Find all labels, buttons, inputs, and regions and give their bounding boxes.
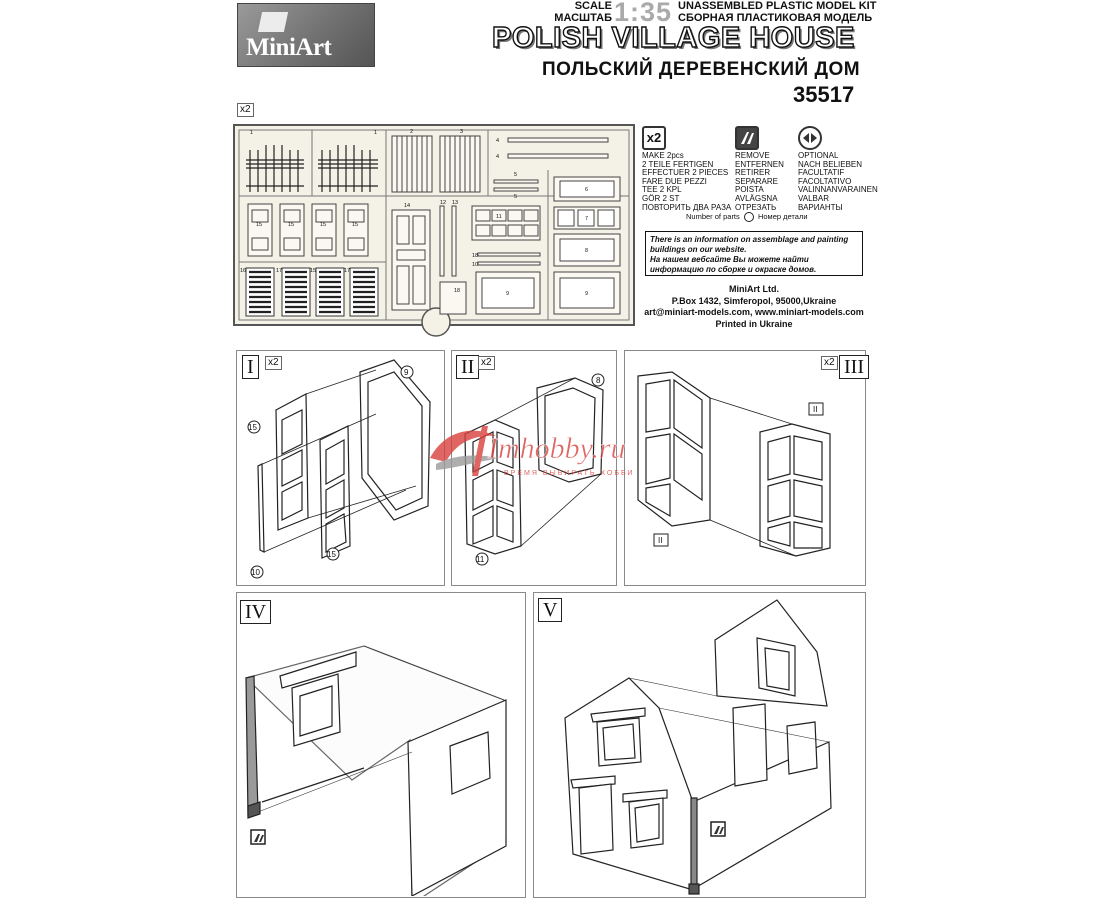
step-multiplier-2: x2 (478, 356, 495, 370)
scale-value: 1:35 (614, 0, 673, 27)
watermark-site: Imhobby.ru (488, 432, 626, 465)
website-info-box (645, 231, 863, 276)
part-number: 11 (496, 214, 502, 220)
callout: 15 (327, 550, 336, 559)
step-multiplier-3: x2 (821, 356, 838, 370)
part-number: 12 (440, 200, 447, 206)
callout: 9 (404, 368, 409, 377)
step-5-drawing (533, 592, 864, 896)
part-number: 10 (472, 262, 479, 268)
company-address: P.Box 1432, Simferopol, 95000,Ukraine (671, 296, 837, 306)
part-number: 17 (344, 268, 351, 274)
number-of-parts-label-ru: Номер детали (757, 212, 808, 221)
front-door (579, 784, 613, 854)
side-door (733, 704, 767, 786)
number-of-parts (686, 212, 808, 222)
step-numeral-1: I (242, 355, 259, 379)
step-numeral-3: III (839, 355, 869, 379)
small-parts-18 (440, 282, 466, 314)
window-grid-part (472, 206, 540, 240)
make-two-text: MAKE 2pcs 2 TEILE FERTIGEN EFFECTUER 2 PIECES FARE DUE PEZZI TEE 2 KPL GÖR 2 ST ПОВТОРИТЬ ДВА РАЗА (642, 151, 732, 212)
watermark-tagline: ВРЕМЯ ВЫБИРАТЬ ХОББИ (504, 470, 635, 477)
part-number: 9 (585, 291, 589, 297)
optional-icon (798, 126, 822, 150)
step-1-drawing (236, 350, 443, 584)
callout: II (658, 536, 663, 545)
cutter-glyph (737, 128, 757, 148)
step-4-drawing (236, 592, 524, 896)
kit-title: POLISH VILLAGE HOUSE (492, 22, 855, 54)
company-name: MiniArt Ltd. (729, 284, 779, 294)
part-number: 15 (352, 222, 359, 228)
part-number: 2 (410, 129, 414, 135)
part-number: 14 (404, 203, 411, 209)
cutter-icon (735, 126, 759, 150)
kit-title-ru: ПОЛЬСКИЙ ДЕРЕВЕНСКИЙ ДОМ (542, 59, 861, 80)
sprue-multiplier: x2 (237, 103, 254, 117)
callout: II (813, 405, 818, 414)
door-part (392, 210, 430, 310)
printed-in: Printed in Ukraine (715, 319, 793, 329)
callout: 11 (476, 555, 485, 564)
callout: 8 (596, 376, 601, 385)
make-two-icon: x2 (642, 126, 666, 150)
part-number: 6 (585, 187, 589, 193)
part-number: 13 (452, 200, 459, 206)
part-number: 15 (288, 222, 295, 228)
part-number: 18 (454, 288, 461, 294)
optional-text: OPTIONAL NACH BELIEBEN FACULTATIF FACOLTATIVO VALINNANVARAINEN VALBAR ВАРИАНТЫ (798, 151, 878, 212)
part-number: 18 (472, 253, 479, 259)
part-number: 8 (585, 248, 589, 254)
optional-glyph (800, 128, 820, 148)
part-number: 15 (320, 222, 327, 228)
kit-type: UNASSEMBLED PLASTIC MODEL KIT (678, 0, 877, 12)
step-numeral-5: V (538, 598, 562, 622)
strip-part-10 (258, 464, 264, 552)
part-number: 3 (460, 129, 464, 135)
part-number: 9 (506, 291, 510, 297)
company-contacts: art@miniart-models.com, www.miniart-models.com (644, 307, 864, 317)
callout: 15 (248, 423, 257, 432)
watermark (426, 418, 676, 488)
scale-label: SCALE (574, 0, 612, 12)
part-number: 15 (256, 222, 263, 228)
scale-label-ru: МАСШТАБ (554, 12, 612, 24)
part-number: 4 (496, 138, 500, 144)
step-multiplier-1: x2 (265, 356, 282, 370)
step-numeral-4: IV (240, 600, 271, 624)
website-info-ru: На нашем вебсайте Вы можете найти информацию по сборке и окраске домов. (650, 255, 817, 274)
number-of-parts-label: Number of parts (686, 212, 740, 221)
part-number: 15 (310, 268, 317, 274)
kit-type-ru: СБОРНАЯ ПЛАСТИКОВАЯ МОДЕЛЬ (678, 12, 873, 24)
callout: 10 (251, 568, 260, 577)
website-info-en: There is an information on assemblage and painting buildings on our website. (650, 235, 849, 254)
part-number: 7 (585, 216, 589, 222)
logo-text: MiniArt (246, 34, 332, 61)
part-number: 5 (514, 194, 518, 200)
part-number: 1 (374, 130, 378, 136)
part-number: 5 (514, 172, 518, 178)
part-circle-icon (744, 212, 754, 222)
part-number: 17 (276, 268, 283, 274)
kit-number: 35517 (793, 82, 855, 107)
part-number: 16 (240, 268, 247, 274)
corner-post (246, 676, 258, 816)
step-numeral-2: II (456, 355, 479, 379)
remove-text: REMOVE ENTFERNEN RETIRER SEPARARE POISTA AVLÄGSNA ОТРЕЗАТЬ (735, 151, 784, 212)
part-number: 4 (496, 154, 500, 160)
part-number: 1 (250, 130, 254, 136)
side-window (787, 722, 817, 774)
